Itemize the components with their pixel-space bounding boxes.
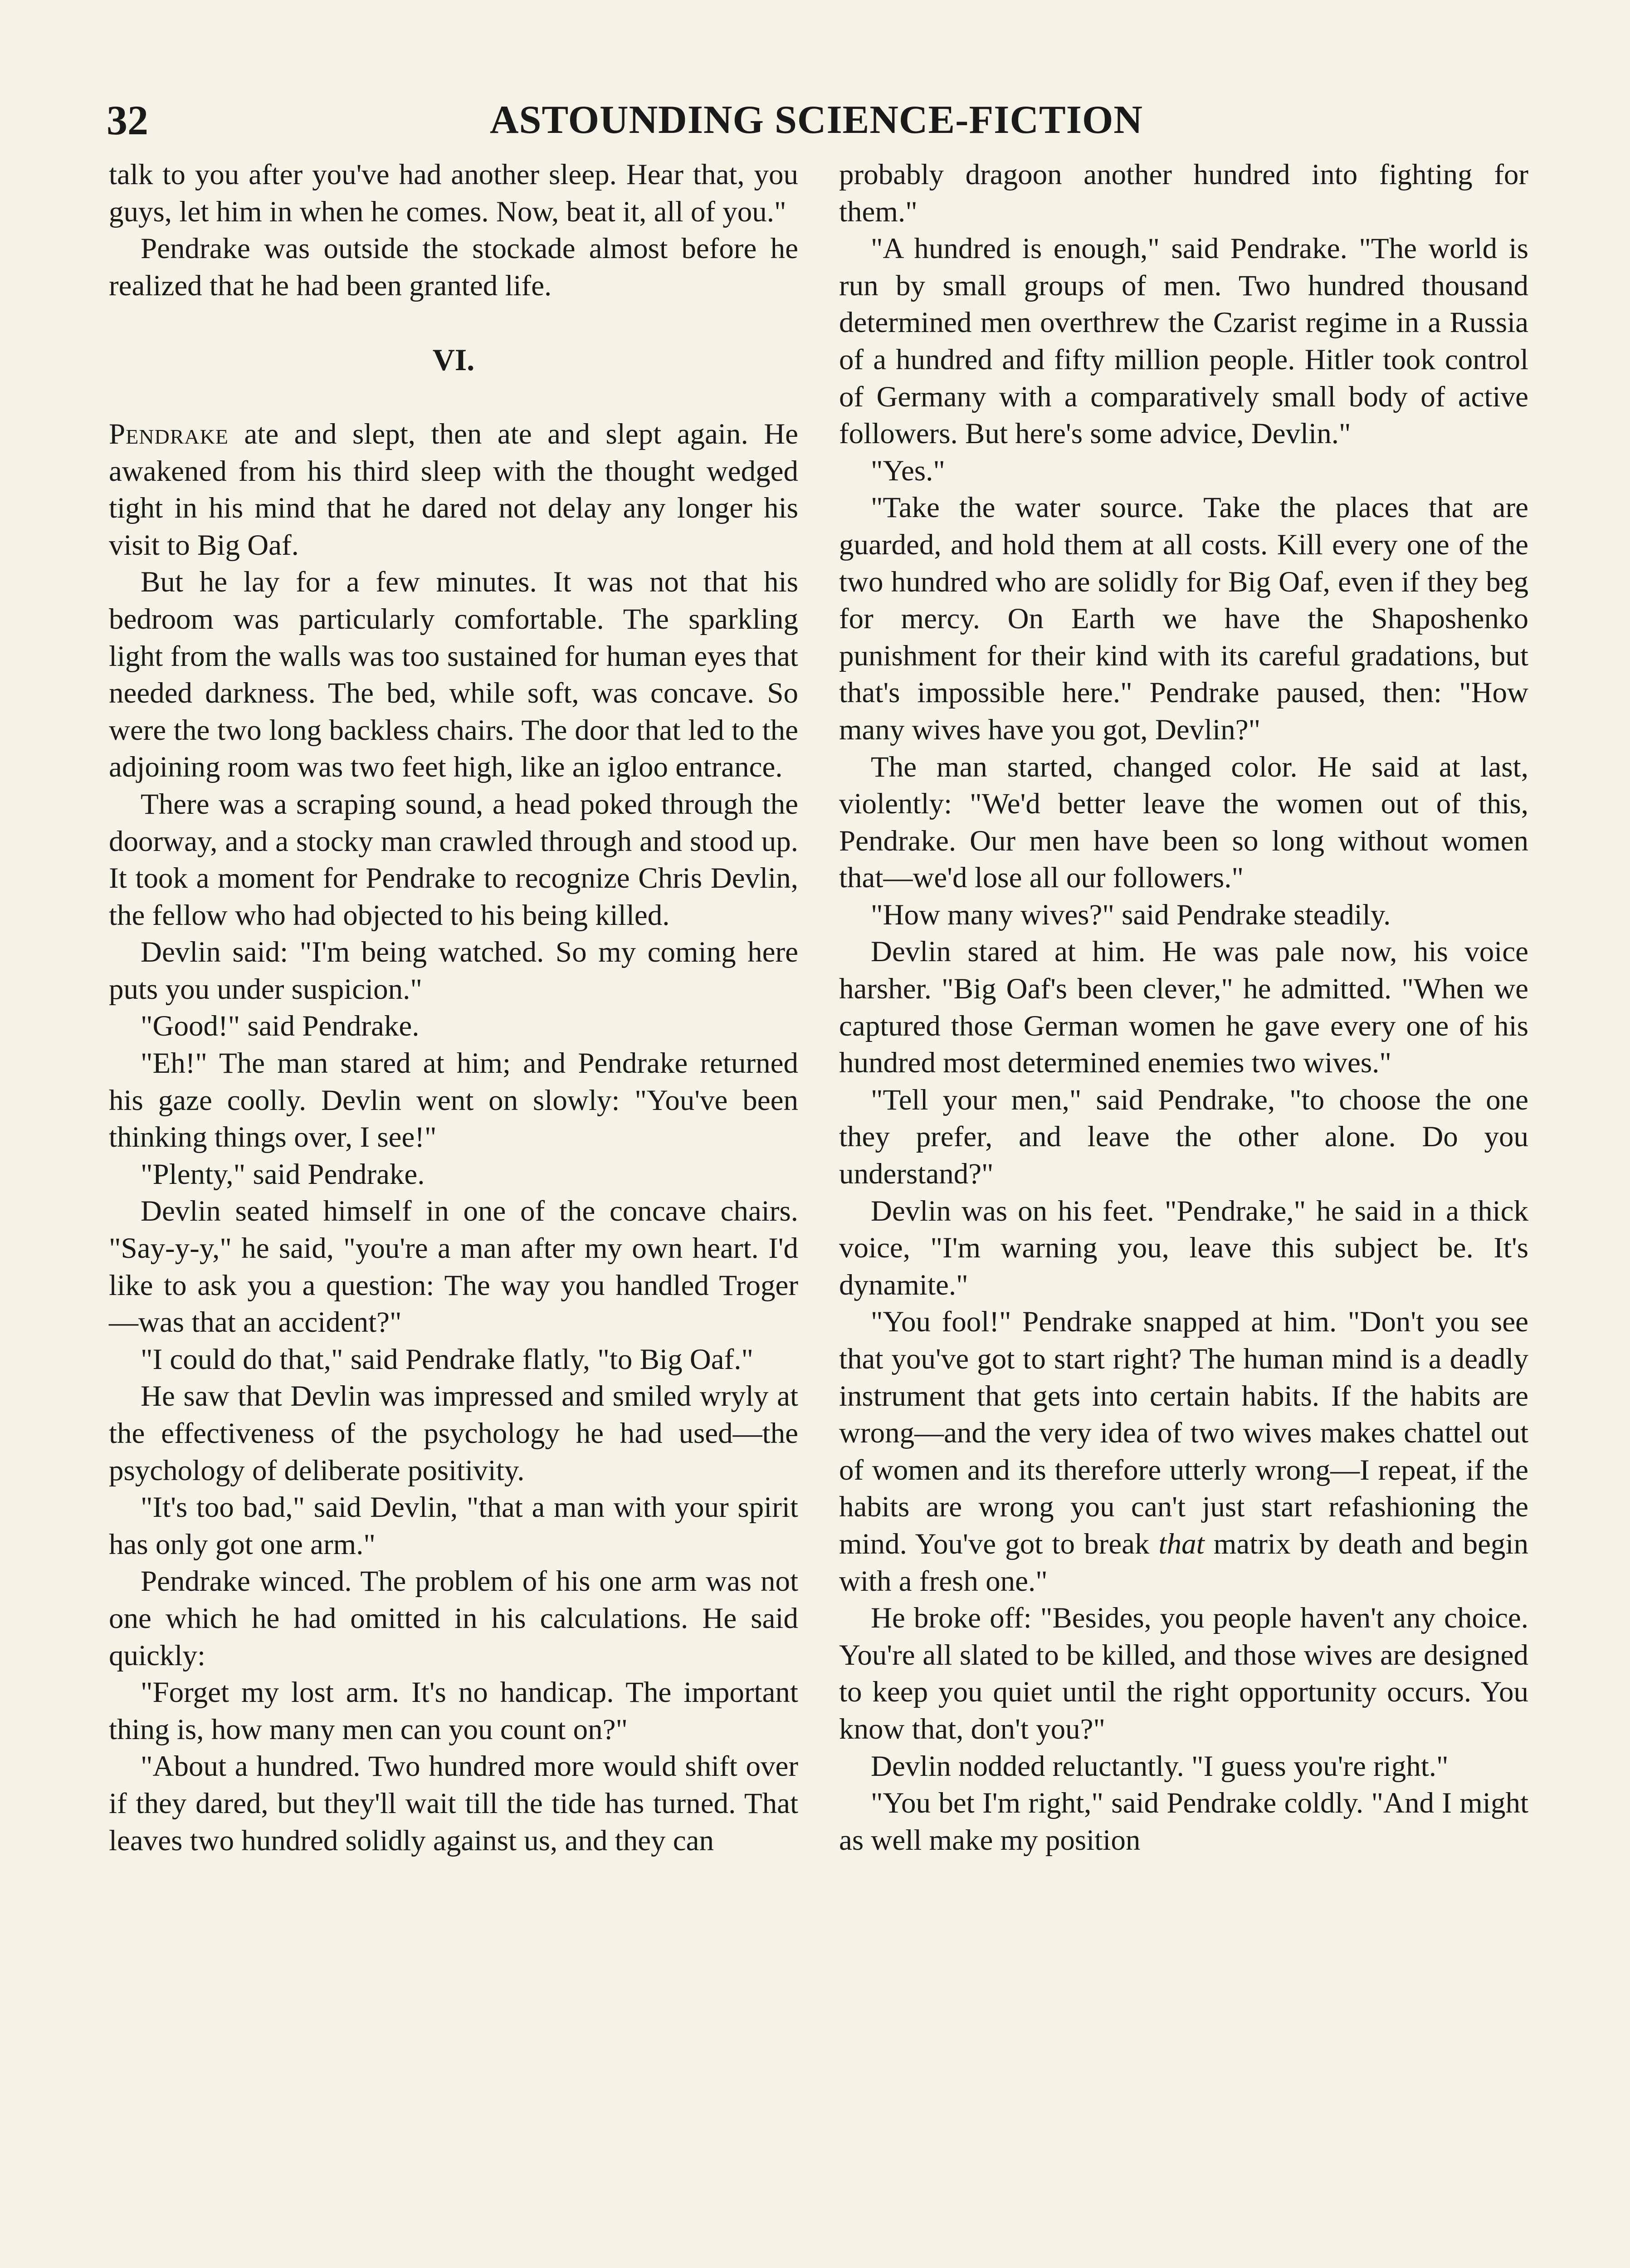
- paragraph: [839, 1304, 1528, 1600]
- paragraph-text: "You fool!" Pendrake snapped at him. "Don't you see that you've got to start right? The human mind is a deadly instrument that gets into certain habits. If the habits are wrong—and the very idea of two wives makes chattel out of women and its therefore utterly wrong—I repeat, if the habits are wrong you can't just start refashioning the mind. You've got to break: [839, 1305, 1528, 1560]
- paragraph: He saw that Devlin was impressed and smiled wryly at the effectiveness of the psychology he had used—the psychology of deliberate positivity.: [109, 1380, 798, 1487]
- page-header: [107, 91, 1526, 150]
- left-column: [109, 156, 798, 1859]
- paragraph: There was a scraping sound, a head poked through the doorway, and a stocky man crawled through and stood up. It took a moment for Pendrake to recognize Chris Devlin, the fellow who had objected to his being killed.: [109, 787, 798, 932]
- paragraph: "Yes.": [871, 454, 945, 487]
- paragraph: probably dragoon another hundred into fighting for them.": [839, 158, 1528, 228]
- paragraph: "You bet I'm right," said Pendrake coldly. "And I might as well make my position: [839, 1787, 1528, 1857]
- paragraph: Devlin was on his feet. "Pendrake," he said in a thick voice, "I'm warning you, leave this subject be. It's dynamite.": [839, 1194, 1528, 1301]
- paragraph: "Tell your men," said Pendrake, "to choose the one they prefer, and leave the other alone. Do you understand?": [839, 1083, 1528, 1191]
- paragraph: talk to you after you've had another sleep. Hear that, you guys, let him in when he comes. Now, beat it, all of you.": [109, 158, 798, 228]
- paragraph: Pendrake was outside the stockade almost before he realized that he had been granted life.: [109, 232, 798, 302]
- paragraph: "A hundred is enough," said Pendrake. "The world is run by small groups of men. Two hundred thousand determined men overthrew the Czarist regime in a Russia of a hundred and fifty million people. Hitler took control of Germany with a comparatively small body of active followers. But here's some advice, Devlin.": [839, 232, 1528, 450]
- paragraph: [109, 416, 798, 564]
- paragraph: "Eh!" The man stared at him; and Pendrake returned his gaze coolly. Devlin went on slowly: "You've been thinking things over, I see!": [109, 1047, 798, 1154]
- paragraph: "I could do that," said Pendrake flatly, "to Big Oaf.": [141, 1343, 754, 1376]
- emphasis: that: [1158, 1527, 1205, 1560]
- paragraph-text: matrix by death and begin with a fresh one.": [839, 1527, 1528, 1598]
- paragraph: But he lay for a few minutes. It was not that his bedroom was particularly comfortable. The sparkling light from the walls was too sustained for human eyes that needed darkness. The bed, while soft, was concave. So were the two long backless chairs. The door that led to the adjoining room was two feet high, like an igloo entrance.: [109, 566, 798, 784]
- paragraph: Devlin stared at him. He was pale now, his voice harsher. "Big Oaf's been clever," he admitted. "When we captured those German women he gave every one of his hundred most determined enemies two wives.": [839, 935, 1528, 1080]
- paragraph: The man started, changed color. He said at last, violently: "We'd better leave the women out of this, Pendrake. Our men have been so long without women that—we'd lose all our followers.": [839, 750, 1528, 894]
- small-caps-lead: Pendrake: [109, 417, 229, 450]
- right-column: [839, 156, 1528, 1859]
- paragraph: "Forget my lost arm. It's no handicap. The important thing is, how many men can you count on?": [109, 1676, 798, 1746]
- paragraph: "Take the water source. Take the places that are guarded, and hold them at all costs. Kill every one of the two hundred who are solidly for Big Oaf, even if they beg for mercy. On Earth we have the Shaposhenko punishment for their kind with its careful gradations, but that's impossible here." Pendrake paused, then: "How many wives have you got, Devlin?": [839, 491, 1528, 746]
- paragraph: Devlin said: "I'm being watched. So my coming here puts you under suspicion.": [109, 936, 798, 1006]
- paragraph: "About a hundred. Two hundred more would shift over if they dared, but they'll wait till the tide has turned. That leaves two hundred solidly against us, and they can: [109, 1750, 798, 1857]
- running-title: ASTOUNDING SCIENCE-FICTION: [490, 98, 1143, 142]
- paragraph: "It's too bad," said Devlin, "that a man with your spirit has only got one arm.": [109, 1491, 798, 1561]
- paragraph: He broke off: "Besides, you people haven't any choice. You're all slated to be killed, and those wives are designed to keep you quiet until the right opportunity occurs. You know that, don't you?": [839, 1602, 1528, 1745]
- paragraph: "How many wives?" said Pendrake steadily.: [871, 898, 1391, 931]
- paragraph: Devlin seated himself in one of the concave chairs. "Say-y-y," he said, "you're a man after my own heart. I'd like to ask you a question: The way you handled Troger —was that an accident?": [109, 1195, 798, 1339]
- paragraph-text: ate and slept, then ate and slept again. He awakened from his third sleep with the thought wedged tight in his mind that he dared not delay any longer his visit to Big Oaf.: [109, 417, 798, 562]
- paragraph: "Plenty," said Pendrake.: [141, 1158, 425, 1191]
- section-heading: VI.: [432, 342, 475, 377]
- paragraph: Devlin nodded reluctantly. "I guess you're right.": [871, 1750, 1449, 1783]
- paragraph: Pendrake winced. The problem of his one arm was not one which he had omitted in his calculations. He said quickly:: [109, 1565, 798, 1672]
- paragraph: "Good!" said Pendrake.: [141, 1010, 420, 1043]
- page-number: 32: [107, 97, 148, 143]
